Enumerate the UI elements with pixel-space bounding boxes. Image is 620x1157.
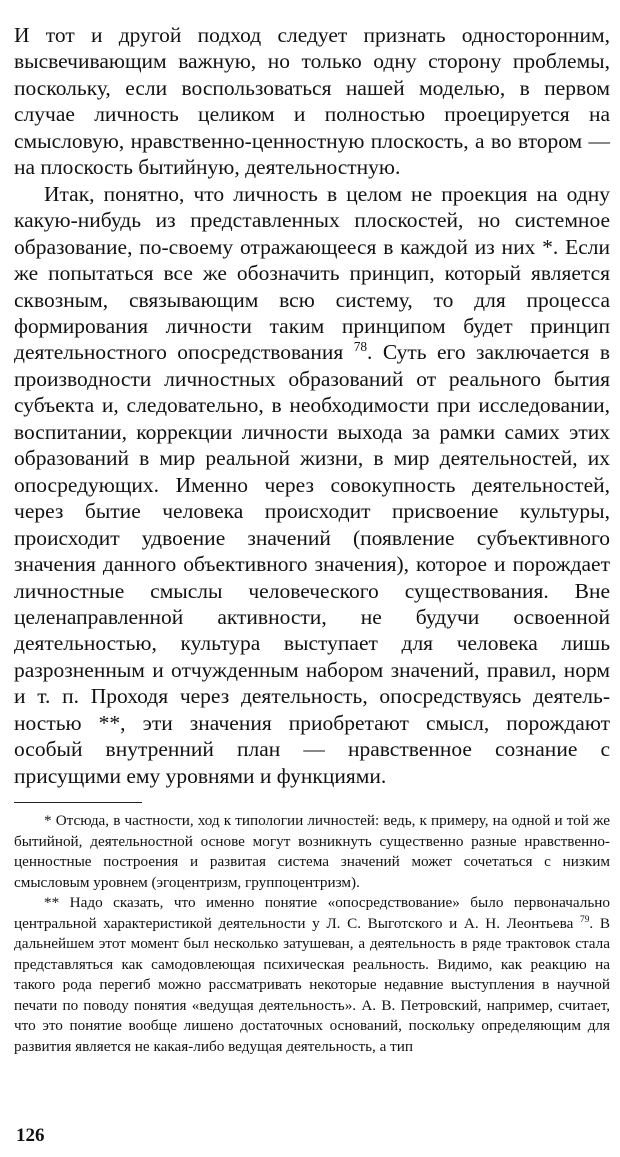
footnote-divider [14,802,142,803]
footnote-2 [14,893,610,1057]
footnote-2-text-a: ** Надо сказать, что именно понятие «опосредствование» было первоначально центральной характеристикой деятельности у Л. С. Выготского и А. Н. Леонтьева [14,894,610,932]
paragraph-1 [14,22,610,181]
book-page [14,22,610,1057]
endnote-ref-79: 79 [580,914,590,925]
endnote-ref-78: 78 [353,339,368,355]
footnote-1-text: * Отсюда, в частности, ход к типологии личностей: ведь, к примеру, на одной и той же бытийной, деятельностной основе могут возникнуть существенно разные нравственно-ценностные построения и развитая система значений может сочетаться с низким смысловым уровнем (эгоцентризм, группоцентризм). [14,812,610,891]
footnote-1 [14,811,610,893]
footnotes [14,811,610,1057]
paragraph-2-text-b: . Суть его заключается в производности личностных образований от реального бытия субъекта и, следовательно, в необходимости при исследовании, воспитании, коррекции личности выхода за рамки самих этих образований в мир реальной жизни, в мир деятельностей, их опосредующих. Именно через совокупность деятельностей, через бытие человека происходит присвоение культуры, происходит удвоение значений (появление субъективного значения данного объективного значения), которое и порождает личностные смыслы человеческого существования. Вне целенаправленной активности, не будучи освоенной деятельностью, культура выступает для человека лишь разрозненным и отчужденным набором значений, правил, норм и т. п. Проходя через деятельность, опосредствуясь деятельностью **, эти значения приобретают смысл, порождают особый внутренний план — нравственное сознание с присущими ему уровнями и функциями. [14,340,610,788]
main-text [14,22,610,789]
paragraph-2 [14,181,610,789]
paragraph-2-text-a: Итак, понятно, что личность в целом не проекция на одну какую-нибудь из представленных плоскостей, но системное образование, по-своему отражающееся в каждой из них *. Если же попытаться все же обозначить принцип, который является сквозным, связывающим всю систему, то для процесса формирования личности таким принципом будет принцип деятельностного опосредствования [14,181,610,365]
paragraph-1-text: И тот и другой подход следует признать односторонним, высвечивающим важную, но только одну сторону проблемы, поскольку, если воспользоваться нашей моделью, в первом случае личность целиком и полностью проецируется на смысловую, нравственно-ценностную плоскость, а во втором — на плоскость бытийную, деятельностную. [14,23,610,180]
page-number: 126 [16,1125,45,1146]
footnote-2-text-b: . В дальнейшем этот момент был несколько затушеван, а деятельность в ряде трактовок стала представляться как самодовлеющая психическая реальность. Видимо, как реакцию на такого рода перегиб можно рассматривать некоторые недавние выступления в научной печати по поводу понятия «ведущая деятельность». А. В. Петровский, например, считает, что это понятие вообще лишено достаточных оснований, поскольку определяющим для развития является не какая-либо ведущая деятельность, а тип [14,914,610,1055]
